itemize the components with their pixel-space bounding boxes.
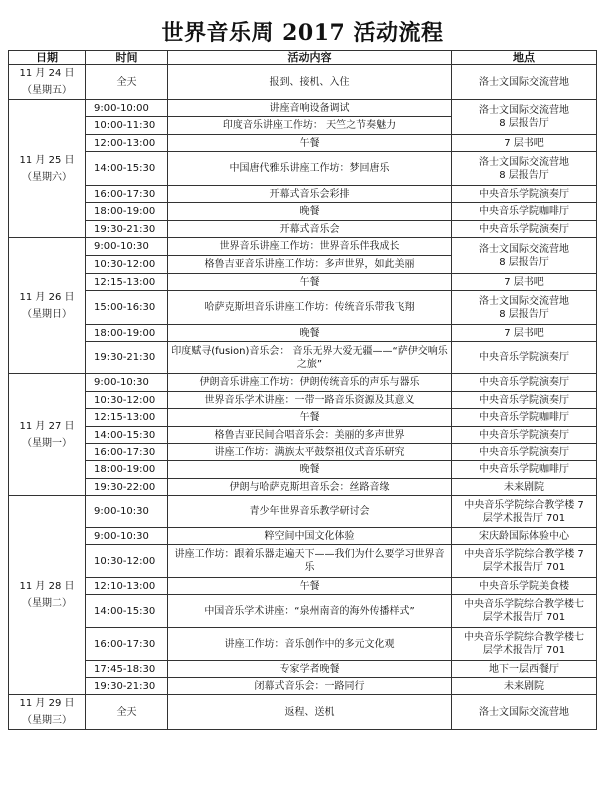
activity-cell: 午餐	[168, 274, 452, 291]
time-cell: 15:00-16:30	[86, 291, 168, 325]
activity-cell: 晚餐	[168, 461, 452, 479]
location-cell	[452, 444, 597, 461]
activity-cell: 中国唐代雅乐讲座工作坊：梦回唐乐	[168, 152, 452, 186]
location-cell	[452, 661, 597, 678]
activity-cell: 伊朗与哈萨克斯坦音乐会：丝路音缘	[168, 479, 452, 496]
schedule-row	[9, 135, 597, 152]
activity-cell: 讲座工作坊：满族太平鼓祭祖仪式音乐研究	[168, 444, 452, 461]
location-line: 层学术报告厅 701	[482, 645, 566, 656]
activity-cell: 伊朗音乐讲座工作坊：伊朗传统音乐的声乐与器乐	[168, 374, 452, 392]
date-cell	[9, 65, 86, 100]
schedule-row	[9, 661, 597, 678]
time-cell: 16:00-17:30	[86, 186, 168, 203]
date-cell	[9, 695, 86, 730]
activity-cell: 晚餐	[168, 203, 452, 221]
location-cell	[452, 545, 597, 578]
schedule-row	[9, 342, 597, 374]
time-cell: 19:30-21:30	[86, 221, 168, 238]
header-row	[9, 51, 597, 65]
activity-cell: 世界音乐讲座工作坊：世界音乐伴我成长	[168, 238, 452, 256]
date-cell	[9, 238, 86, 374]
schedule-row	[9, 392, 597, 409]
time-cell: 全天	[86, 65, 168, 100]
location-line: 洛士文国际交流营地	[479, 243, 569, 255]
location-cell	[452, 152, 597, 186]
location-line: 中央音乐学院演奏厅	[479, 394, 569, 406]
location-line: 地下一层西餐厅	[489, 663, 559, 675]
schedule-row	[9, 203, 597, 221]
header-activity: 活动内容	[168, 51, 452, 65]
location-cell	[452, 291, 597, 325]
schedule-row	[9, 409, 597, 427]
schedule-row	[9, 238, 597, 256]
location-line: 层学术报告厅 701	[482, 512, 566, 524]
time-cell: 10:30-12:00	[86, 545, 168, 578]
time-cell: 12:15-13:00	[86, 274, 168, 291]
activity-cell: 粹空间中国文化体验	[168, 528, 452, 545]
time-cell: 9:00-10:30	[86, 496, 168, 528]
activity-cell: 午餐	[168, 409, 452, 427]
location-line: 中央音乐学院综合教学楼七	[464, 632, 584, 643]
schedule-row	[9, 678, 597, 695]
location-line: 中央音乐学院咖啡厅	[479, 464, 569, 475]
schedule-row	[9, 444, 597, 461]
location-cell	[452, 695, 597, 730]
schedule-row	[9, 628, 597, 661]
location-line: 中央音乐学院咖啡厅	[479, 412, 569, 423]
location-cell	[452, 528, 597, 545]
activity-cell: 讲座工作坊：跟着乐器走遍天下——我们为什么要学习世界音乐	[168, 545, 452, 578]
location-cell	[452, 274, 597, 291]
activity-cell: 晚餐	[168, 325, 452, 342]
location-cell	[452, 427, 597, 444]
time-cell: 18:00-19:00	[86, 461, 168, 479]
time-cell: 19:30-21:30	[86, 678, 168, 695]
date-text: 11 月 27 日	[19, 420, 75, 432]
activity-cell: 开幕式音乐会	[168, 221, 452, 238]
date-text: 11 月 26 日	[19, 291, 75, 303]
time-cell: 12:10-13:00	[86, 578, 168, 595]
location-line: 中央音乐学院演奏厅	[479, 352, 569, 363]
activity-cell: 格鲁吉亚音乐讲座工作坊：多声世界，如此美丽	[168, 256, 452, 274]
schedule-row	[9, 100, 597, 117]
time-cell: 17:45-18:30	[86, 661, 168, 678]
location-cell	[452, 100, 597, 135]
time-cell: 18:00-19:00	[86, 325, 168, 342]
schedule-table	[8, 50, 597, 730]
activity-cell: 中国音乐学术讲座：“泉州南音的海外传播样式”	[168, 595, 452, 628]
schedule-row	[9, 595, 597, 628]
location-line: 中央音乐学院演奏厅	[479, 377, 569, 388]
time-cell: 12:00-13:00	[86, 135, 168, 152]
location-line: 中央音乐学院演奏厅	[479, 188, 569, 200]
location-cell	[452, 65, 597, 100]
location-cell	[452, 186, 597, 203]
activity-cell: 青少年世界音乐教学研讨会	[168, 496, 452, 528]
location-line: 7 层书吧	[504, 137, 544, 149]
location-line: 8 层报告厅	[499, 118, 549, 129]
schedule-row	[9, 528, 597, 545]
location-line: 洛士文国际交流营地	[479, 295, 569, 307]
schedule-row	[9, 479, 597, 496]
location-line: 8 层报告厅	[499, 308, 549, 320]
weekday-text: （星期六）	[22, 171, 72, 183]
weekday-text: （星期三）	[22, 715, 72, 726]
header-location: 地点	[452, 51, 597, 65]
schedule-row	[9, 427, 597, 444]
location-line: 宋庆龄国际体验中心	[479, 530, 569, 542]
location-line: 洛士文国际交流营地	[479, 156, 569, 168]
location-line: 7 层书吧	[504, 327, 544, 339]
date-cell	[9, 496, 86, 695]
time-cell: 12:15-13:00	[86, 409, 168, 427]
activity-cell: 印度赋寻(fusion)音乐会： 音乐无界大爱无疆——“萨伊交响乐之旅”	[168, 342, 452, 374]
location-cell	[452, 392, 597, 409]
location-line: 中央音乐学院演奏厅	[479, 429, 569, 441]
location-line: 中央音乐学院综合教学楼七	[464, 599, 584, 610]
page-title: 世界音乐周 2017 活动流程	[161, 20, 444, 46]
location-line: 7 层书吧	[504, 276, 544, 288]
location-line: 中央音乐学院咖啡厅	[479, 206, 569, 217]
location-line: 中央音乐学院美食楼	[479, 580, 569, 592]
activity-cell: 闭幕式音乐会：一路同行	[168, 678, 452, 695]
schedule-row	[9, 325, 597, 342]
location-line: 未来剧院	[504, 481, 544, 493]
location-cell	[452, 374, 597, 392]
time-cell: 19:30-22:00	[86, 479, 168, 496]
time-cell: 10:00-11:30	[86, 117, 168, 135]
schedule-row	[9, 152, 597, 186]
activity-cell: 讲座音响设备调试	[168, 100, 452, 117]
location-line: 8 层报告厅	[499, 256, 549, 268]
activity-cell: 哈萨克斯坦音乐讲座工作坊：传统音乐带我飞翔	[168, 291, 452, 325]
weekday-text: （星期一）	[22, 437, 72, 449]
activity-cell: 午餐	[168, 578, 452, 595]
location-line: 洛士文国际交流营地	[479, 105, 569, 116]
time-cell: 14:00-15:30	[86, 152, 168, 186]
schedule-row	[9, 545, 597, 578]
schedule-row	[9, 291, 597, 325]
schedule-row	[9, 186, 597, 203]
location-cell	[452, 203, 597, 221]
weekday-text: （星期二）	[22, 598, 72, 609]
time-cell: 14:00-15:30	[86, 595, 168, 628]
location-cell	[452, 678, 597, 695]
schedule-row	[9, 578, 597, 595]
time-cell: 9:00-10:00	[86, 100, 168, 117]
location-line: 洛士文国际交流营地	[479, 76, 569, 88]
location-cell	[452, 628, 597, 661]
location-cell	[452, 496, 597, 528]
location-cell	[452, 135, 597, 152]
date-text: 11 月 25 日	[19, 154, 75, 166]
activity-cell: 午餐	[168, 135, 452, 152]
location-line: 层学术报告厅 701	[482, 612, 566, 623]
schedule-row	[9, 496, 597, 528]
time-cell: 14:00-15:30	[86, 427, 168, 444]
time-cell: 9:00-10:30	[86, 528, 168, 545]
location-cell	[452, 578, 597, 595]
activity-cell: 返程、送机	[168, 695, 452, 730]
location-line: 未来剧院	[504, 680, 544, 692]
location-line: 8 层报告厅	[499, 169, 549, 181]
location-cell	[452, 238, 597, 274]
location-line: 中央音乐学院综合教学楼 7	[464, 549, 584, 560]
date-text: 11 月 29 日	[19, 698, 75, 709]
activity-cell: 格鲁吉亚民间合唱音乐会：美丽的多声世界	[168, 427, 452, 444]
schedule-row	[9, 65, 597, 100]
activity-cell: 专家学者晚餐	[168, 661, 452, 678]
schedule-body	[9, 65, 597, 730]
location-line: 层学术报告厅 701	[482, 562, 566, 573]
date-text: 11 月 28 日	[19, 581, 75, 592]
weekday-text: （星期五）	[22, 85, 72, 96]
date-text: 11 月 24 日	[19, 68, 75, 79]
schedule-row	[9, 461, 597, 479]
schedule-row	[9, 374, 597, 392]
schedule-row	[9, 695, 597, 730]
location-cell	[452, 325, 597, 342]
time-cell: 10:30-12:00	[86, 256, 168, 274]
schedule-row	[9, 274, 597, 291]
activity-cell: 世界音乐学术讲座：一带一路音乐资源及其意义	[168, 392, 452, 409]
time-cell: 16:00-17:30	[86, 444, 168, 461]
time-cell: 9:00-10:30	[86, 374, 168, 392]
location-cell	[452, 461, 597, 479]
time-cell: 18:00-19:00	[86, 203, 168, 221]
time-cell: 全天	[86, 695, 168, 730]
activity-cell: 印度音乐讲座工作坊： 天竺之节奏魅力	[168, 117, 452, 135]
activity-cell: 报到、接机、入住	[168, 65, 452, 100]
header-time: 时间	[86, 51, 168, 65]
schedule-row	[9, 221, 597, 238]
location-cell	[452, 342, 597, 374]
location-cell	[452, 479, 597, 496]
activity-cell: 开幕式音乐会彩排	[168, 186, 452, 203]
date-cell	[9, 374, 86, 496]
location-cell	[452, 221, 597, 238]
header-date: 日期	[9, 51, 86, 65]
location-line: 洛士文国际交流营地	[479, 706, 569, 718]
location-cell	[452, 595, 597, 628]
time-cell: 19:30-21:30	[86, 342, 168, 374]
weekday-text: （星期日）	[22, 308, 72, 320]
location-line: 中央音乐学院综合教学楼 7	[464, 499, 584, 511]
date-cell	[9, 100, 86, 238]
activity-cell: 讲座工作坊：音乐创作中的多元文化观	[168, 628, 452, 661]
location-cell	[452, 409, 597, 427]
time-cell: 10:30-12:00	[86, 392, 168, 409]
location-line: 中央音乐学院演奏厅	[479, 223, 569, 235]
time-cell: 9:00-10:30	[86, 238, 168, 256]
time-cell: 16:00-17:30	[86, 628, 168, 661]
location-line: 中央音乐学院演奏厅	[479, 446, 569, 458]
